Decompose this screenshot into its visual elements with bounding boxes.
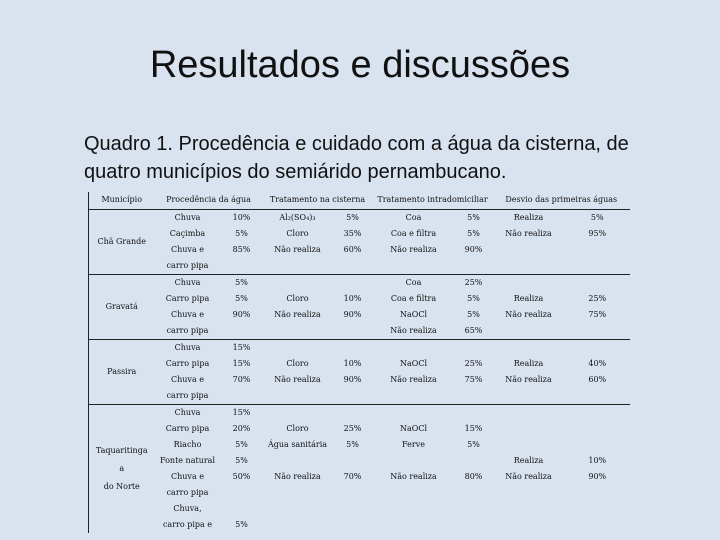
- cell-tratamento-cisterna: [263, 323, 333, 340]
- cell-desvio-pct: 10%: [565, 453, 630, 469]
- results-table-container: [88, 192, 630, 540]
- cell-tratamento-intra-pct: 75%: [464, 375, 483, 384]
- cell-tratamento-intra-pct: 5%: [467, 440, 480, 449]
- cell-desvio: [493, 323, 565, 340]
- cell-tratamento-cisterna: Cloro: [286, 229, 309, 238]
- cell-tratamento-cisterna-pct: 70%: [343, 472, 362, 481]
- cell-tratamento-cisterna: [263, 405, 333, 422]
- cell-tratamento-intra: NaOCl: [400, 424, 428, 433]
- cell-tratamento-cisterna: [263, 501, 333, 517]
- cell-tratamento-cisterna-pct: 90%: [343, 310, 362, 319]
- cell-desvio-pct: 90%: [565, 469, 630, 485]
- cell-procedencia-pct: 5%: [221, 275, 263, 292]
- header-procedencia: Procedência da água: [155, 192, 263, 210]
- cell-tratamento-intra: Não realiza: [390, 472, 437, 481]
- cell-desvio-pct: [565, 275, 630, 292]
- cell-desvio-pct: [565, 405, 630, 422]
- cell-procedencia-pct: 90%: [232, 310, 251, 319]
- cell-tratamento-cisterna-pct: [333, 405, 373, 422]
- cell-tratamento-cisterna: Não realiza: [274, 472, 321, 481]
- cell-desvio-pct: 95%: [565, 226, 630, 242]
- cell-tratamento-intra-pct: 25%: [464, 359, 483, 368]
- cell-procedencia: Carro pipa: [165, 294, 210, 303]
- cell-desvio: [493, 485, 565, 501]
- cell-procedencia: Chuva: [174, 213, 201, 222]
- cell-tratamento-cisterna-pct: [333, 275, 373, 292]
- table-row: [89, 405, 631, 422]
- cell-procedencia: Carro pipa: [165, 359, 210, 368]
- cell-procedencia: carro pipa: [166, 261, 209, 270]
- table-caption: Quadro 1. Procedência e cuidado com a água da cisterna, de quatro municípios do semiárido pernambucano.: [84, 133, 629, 183]
- cell-desvio: [493, 340, 565, 357]
- cell-tratamento-intra-pct: [455, 485, 493, 501]
- cell-desvio-pct: [565, 340, 630, 357]
- table-row: [89, 275, 631, 292]
- cell-procedencia: Caçimba: [169, 229, 206, 238]
- cell-tratamento-cisterna: Não realiza: [274, 245, 321, 254]
- cell-tratamento-intra-pct: 80%: [464, 472, 483, 481]
- cell-desvio: Não realiza: [505, 310, 552, 319]
- cell-desvio-pct: [565, 323, 630, 340]
- cell-tratamento-intra: NaOCl: [400, 310, 428, 319]
- table-row: [89, 372, 631, 388]
- table-row: [89, 356, 631, 372]
- table-row: [89, 517, 631, 533]
- cell-desvio: [493, 405, 565, 422]
- cell-tratamento-intra-pct: 5%: [467, 229, 480, 238]
- cell-procedencia: Chuva: [155, 405, 221, 422]
- cell-procedencia-pct: 10%: [232, 213, 251, 222]
- cell-tratamento-intra: [373, 258, 455, 275]
- cell-procedencia: Fonte natural: [159, 456, 215, 465]
- cell-tratamento-cisterna-pct: [333, 258, 373, 275]
- municipality-name: [89, 405, 155, 534]
- cell-tratamento-cisterna-pct: [333, 388, 373, 405]
- cell-desvio: [493, 242, 565, 258]
- cell-tratamento-cisterna-pct: 35%: [343, 229, 362, 238]
- cell-desvio: [493, 437, 565, 453]
- municipality-name-line: Taquaritinga: [95, 446, 148, 455]
- municipality-name-line: do Norte: [103, 482, 140, 491]
- table-row: [89, 501, 631, 517]
- cell-procedencia-pct: 15%: [232, 359, 251, 368]
- cell-desvio: [493, 421, 565, 437]
- cell-procedencia: Chuva,: [173, 504, 202, 513]
- cell-desvio-pct: 60%: [565, 372, 630, 388]
- cell-desvio-pct: 75%: [565, 307, 630, 323]
- cell-tratamento-cisterna-pct: [333, 517, 373, 533]
- cell-tratamento-cisterna: [263, 388, 333, 405]
- cell-desvio-pct: [565, 242, 630, 258]
- cell-procedencia-pct: [221, 501, 263, 517]
- cell-tratamento-intra: [373, 517, 455, 533]
- header-municipio: Município: [89, 192, 155, 210]
- cell-procedencia: Carro pipa: [165, 424, 210, 433]
- cell-tratamento-cisterna: Cloro: [286, 294, 309, 303]
- cell-procedencia: carro pipa: [166, 326, 209, 335]
- cell-tratamento-intra: [373, 388, 455, 405]
- cell-desvio-pct: [565, 437, 630, 453]
- cell-desvio-pct: [565, 388, 630, 405]
- municipality-name: Chã Grande: [89, 210, 155, 275]
- cell-desvio-pct: [565, 501, 630, 517]
- table-row: [89, 485, 631, 501]
- cell-procedencia-pct: 70%: [232, 375, 251, 384]
- cell-tratamento-cisterna-pct: 10%: [343, 359, 362, 368]
- cell-tratamento-intra-pct: [455, 340, 493, 357]
- table-row: [89, 340, 631, 357]
- cell-tratamento-cisterna: Não realiza: [274, 375, 321, 384]
- cell-tratamento-intra-pct: 15%: [464, 424, 483, 433]
- header-tratamento-cisterna: Tratamento na cisterna: [263, 192, 373, 210]
- table-row: [89, 226, 631, 242]
- cell-tratamento-intra: [373, 405, 455, 422]
- cell-tratamento-cisterna-pct: 90%: [343, 375, 362, 384]
- cell-tratamento-intra-pct: [455, 405, 493, 422]
- cell-tratamento-cisterna: Al₂(SO₄)₃: [279, 213, 316, 222]
- cell-tratamento-intra: Não realiza: [390, 245, 437, 254]
- table-row: [89, 258, 631, 275]
- cell-tratamento-intra-pct: 5%: [467, 294, 480, 303]
- cell-tratamento-cisterna-pct: 5%: [346, 440, 359, 449]
- cell-procedencia-pct: [221, 388, 263, 405]
- cell-tratamento-intra-pct: [455, 388, 493, 405]
- cell-tratamento-cisterna: [263, 340, 333, 357]
- cell-tratamento-intra-pct: [455, 517, 493, 533]
- cell-tratamento-intra: Coa: [373, 275, 455, 292]
- cell-procedencia: carro pipa e: [162, 520, 213, 529]
- cell-tratamento-cisterna: [263, 258, 333, 275]
- cell-procedencia: carro pipa: [166, 488, 209, 497]
- cell-desvio: [493, 517, 565, 533]
- cell-tratamento-cisterna-pct: 60%: [343, 245, 362, 254]
- cell-procedencia: Chuva e: [171, 472, 204, 481]
- cell-tratamento-intra-pct: 65%: [464, 326, 483, 335]
- cell-desvio-pct: [565, 517, 630, 533]
- cell-desvio: [493, 388, 565, 405]
- cell-procedencia-pct: [221, 258, 263, 275]
- cell-desvio-pct: [565, 421, 630, 437]
- cell-tratamento-intra: [373, 340, 455, 357]
- cell-tratamento-intra: Coa e filtra: [390, 294, 437, 303]
- cell-desvio: [493, 501, 565, 517]
- cell-desvio-pct: 40%: [565, 356, 630, 372]
- cell-procedencia: Riacho: [173, 440, 202, 449]
- cell-tratamento-intra: NaOCl: [400, 359, 428, 368]
- cell-procedencia-pct: 15%: [221, 340, 263, 357]
- cell-tratamento-cisterna: [263, 453, 333, 469]
- table-row: [89, 437, 631, 453]
- municipality-name: Passira: [89, 340, 155, 405]
- cell-desvio: Realiza: [513, 213, 544, 222]
- cell-tratamento-intra-pct: 5%: [467, 213, 480, 222]
- cell-tratamento-cisterna: [263, 517, 333, 533]
- cell-desvio: Não realiza: [505, 472, 552, 481]
- cell-procedencia-pct: 50%: [232, 472, 251, 481]
- cell-tratamento-cisterna-pct: [333, 501, 373, 517]
- cell-tratamento-cisterna: Cloro: [286, 359, 309, 368]
- cell-desvio-pct: 25%: [565, 291, 630, 307]
- cell-tratamento-intra: Coa: [405, 213, 422, 222]
- municipality-name: Gravatá: [89, 275, 155, 340]
- cell-desvio-pct: [565, 258, 630, 275]
- table-row: [89, 453, 631, 469]
- cell-tratamento-cisterna: [263, 275, 333, 292]
- table-row: [89, 210, 631, 227]
- slide-title: Resultados e discussões: [149, 44, 571, 86]
- cell-tratamento-cisterna: Cloro: [286, 424, 309, 433]
- cell-procedencia: carro pipa: [166, 391, 209, 400]
- cell-procedencia-pct: 15%: [221, 405, 263, 422]
- cell-procedencia-pct: 20%: [232, 424, 251, 433]
- cell-procedencia: Chuva: [155, 275, 221, 292]
- table-row: [89, 291, 631, 307]
- table-body: [89, 210, 631, 534]
- cell-procedencia-pct: [221, 485, 263, 501]
- cell-tratamento-cisterna: [263, 485, 333, 501]
- cell-procedencia-pct: 5%: [235, 294, 248, 303]
- cell-tratamento-cisterna-pct: 5%: [346, 213, 359, 222]
- cell-tratamento-intra: Não realiza: [390, 326, 437, 335]
- cell-tratamento-intra-pct: 25%: [455, 275, 493, 292]
- table-row: [89, 307, 631, 323]
- cell-tratamento-intra-pct: 90%: [464, 245, 483, 254]
- table-header-row: [89, 192, 631, 210]
- cell-procedencia-pct: 5%: [235, 229, 248, 238]
- cell-desvio: Não realiza: [505, 375, 552, 384]
- cell-procedencia-pct: [221, 323, 263, 340]
- cell-tratamento-intra: [373, 453, 455, 469]
- cell-tratamento-cisterna: Água sanitária: [267, 440, 328, 449]
- table-row: [89, 469, 631, 485]
- cell-procedencia-pct: 5%: [235, 440, 248, 449]
- cell-procedencia: Chuva e: [171, 245, 204, 254]
- cell-procedencia: Chuva: [155, 340, 221, 357]
- cell-tratamento-cisterna-pct: [333, 485, 373, 501]
- cell-tratamento-cisterna-pct: [333, 340, 373, 357]
- results-table: [88, 192, 630, 533]
- cell-desvio: [493, 258, 565, 275]
- table-row: [89, 242, 631, 258]
- cell-procedencia-pct: 5%: [235, 520, 248, 529]
- cell-tratamento-intra: Coa e filtra: [390, 229, 437, 238]
- table-row: [89, 323, 631, 340]
- cell-tratamento-intra: [373, 485, 455, 501]
- cell-tratamento-cisterna-pct: [333, 453, 373, 469]
- cell-tratamento-intra: [373, 501, 455, 517]
- cell-procedencia: Chuva e: [171, 375, 204, 384]
- cell-tratamento-intra-pct: [455, 453, 493, 469]
- cell-tratamento-intra: Ferve: [402, 440, 425, 449]
- table-row: [89, 421, 631, 437]
- table-row: [89, 388, 631, 405]
- cell-procedencia-pct: 5%: [235, 456, 248, 465]
- cell-tratamento-intra-pct: 5%: [467, 310, 480, 319]
- cell-tratamento-cisterna-pct: [333, 323, 373, 340]
- cell-desvio: [493, 275, 565, 292]
- cell-tratamento-intra: Não realiza: [390, 375, 437, 384]
- cell-desvio: Realiza: [513, 294, 544, 303]
- cell-desvio: Realiza: [513, 359, 544, 368]
- cell-desvio: Realiza: [513, 456, 544, 465]
- header-tratamento-intradomiciliar: Tratamento intradomiciliar: [373, 192, 493, 210]
- cell-desvio-pct: [565, 485, 630, 501]
- cell-tratamento-cisterna: Não realiza: [274, 310, 321, 319]
- cell-procedencia: Chuva e: [171, 310, 204, 319]
- cell-desvio: Não realiza: [505, 229, 552, 238]
- cell-tratamento-cisterna-pct: 25%: [343, 424, 362, 433]
- cell-procedencia-pct: 85%: [232, 245, 251, 254]
- cell-desvio-pct: 5%: [565, 210, 630, 227]
- header-desvio: Desvio das primeiras águas: [493, 192, 630, 210]
- municipality-name-line: a: [119, 464, 125, 473]
- cell-tratamento-intra-pct: [455, 501, 493, 517]
- cell-tratamento-cisterna-pct: 10%: [343, 294, 362, 303]
- cell-tratamento-intra-pct: [455, 258, 493, 275]
